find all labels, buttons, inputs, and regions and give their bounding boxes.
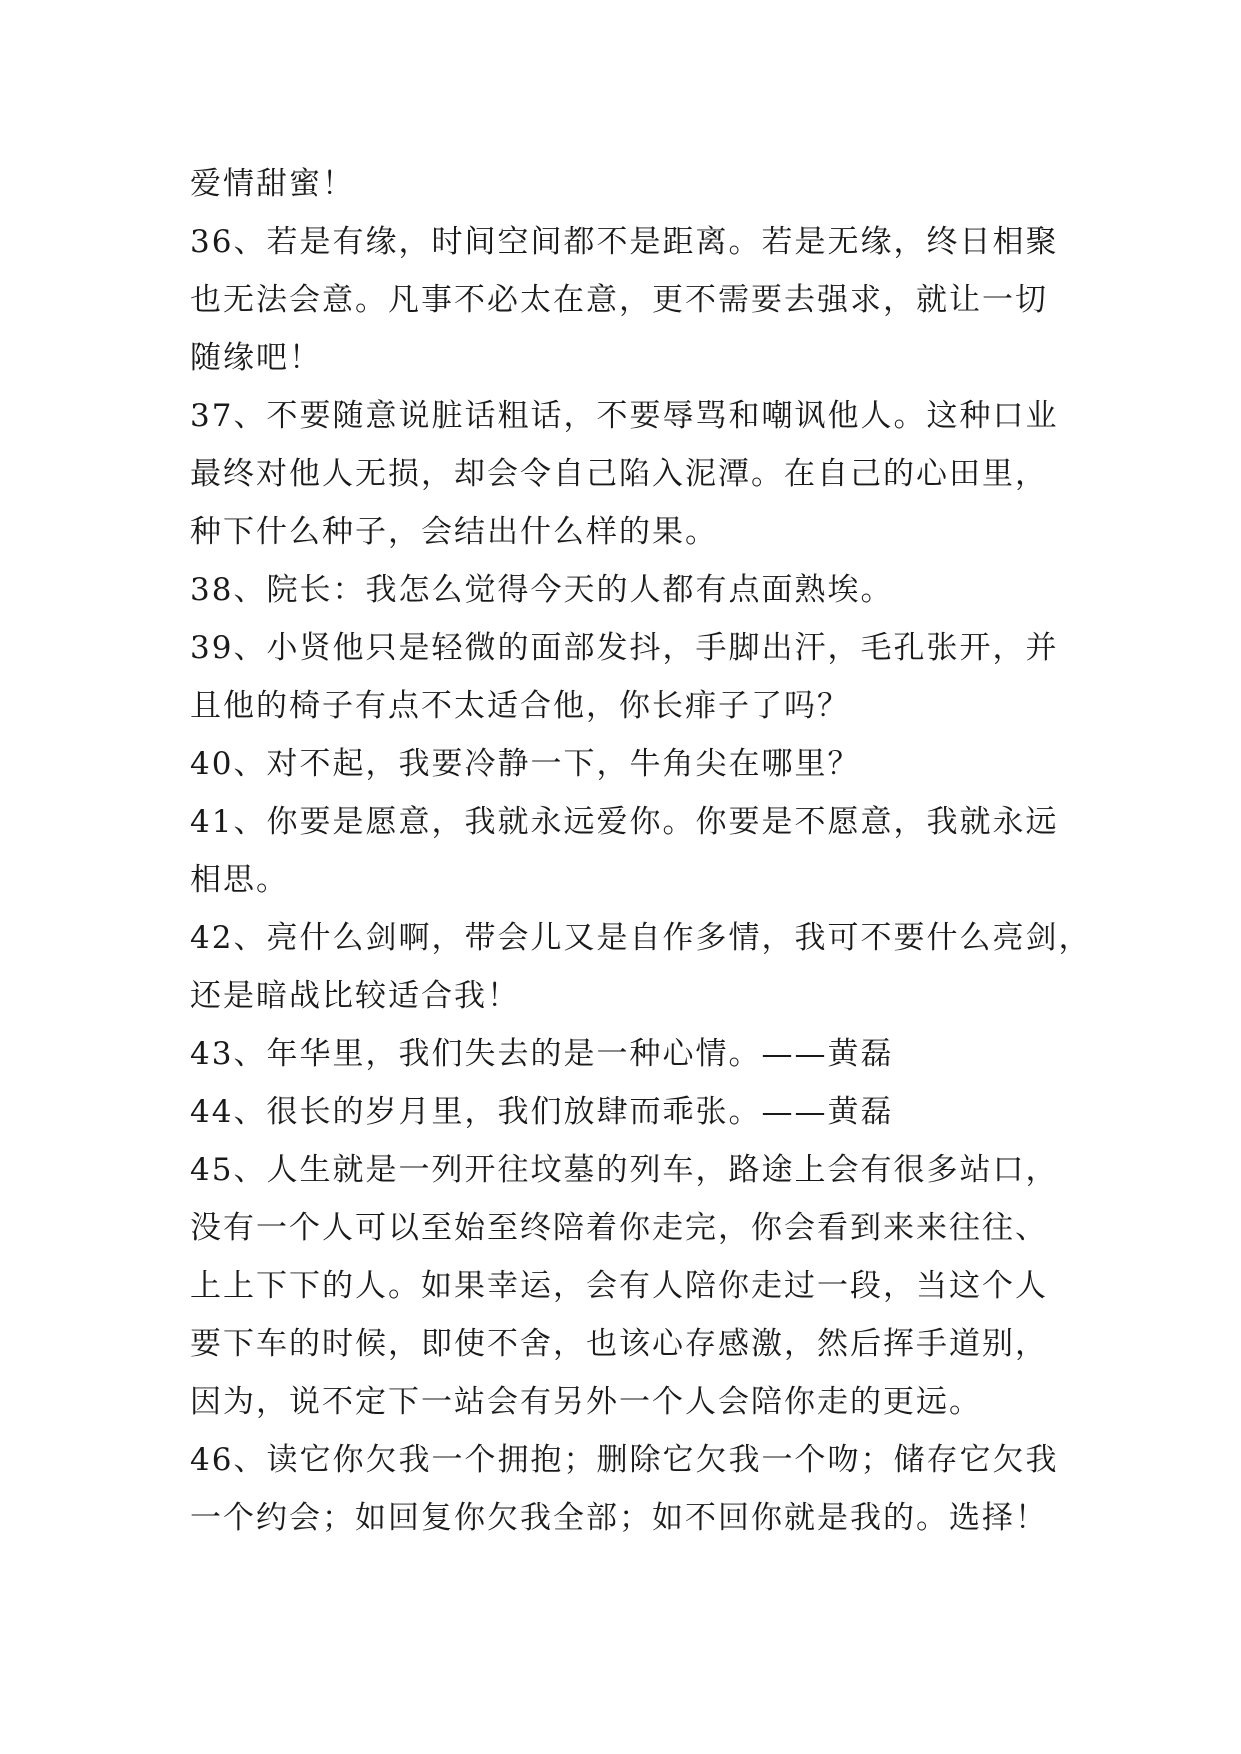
text-line: 因为，说不定下一站会有另外一个人会陪你走的更远。: [190, 1384, 982, 1420]
text-line: 43、年华里，我们失去的是一种心情。——黄磊: [190, 1036, 894, 1072]
text-line: 45、人生就是一列开往坟墓的列车，路途上会有很多站口，: [190, 1152, 1059, 1188]
text-line: 上上下下的人。如果幸运，会有人陪你走过一段，当这个人: [190, 1268, 1048, 1304]
text-line: 42、亮什么剑啊，带会儿又是自作多情，我可不要什么亮剑，: [190, 920, 1092, 956]
text-line: 且他的椅子有点不太适合他，你长痱子了吗？: [190, 688, 850, 724]
text-line: 种下什么种子，会结出什么样的果。: [190, 514, 718, 550]
text-line: 40、对不起，我要冷静一下，牛角尖在哪里？: [190, 746, 861, 782]
text-line: 39、小贤他只是轻微的面部发抖，手脚出汗，毛孔张开，并: [190, 630, 1059, 666]
text-line: 爱情甜蜜！: [190, 166, 355, 202]
text-line: 41、你要是愿意，我就永远爱你。你要是不愿意，我就永远: [190, 804, 1059, 840]
text-line: 38、院长：我怎么觉得今天的人都有点面熟埃。: [190, 572, 894, 608]
text-line: 还是暗战比较适合我！: [190, 978, 520, 1014]
text-line: 也无法会意。凡事不必太在意，更不需要去强求，就让一切: [190, 282, 1048, 318]
text-line: 没有一个人可以至始至终陪着你走完，你会看到来来往往、: [190, 1210, 1048, 1246]
document-body: [190, 155, 1092, 1547]
text-line: 要下车的时候，即使不舍，也该心存感激，然后挥手道别，: [190, 1326, 1048, 1362]
text-line: 44、很长的岁月里，我们放肆而乖张。——黄磊: [190, 1094, 894, 1130]
text-line: 46、读它你欠我一个拥抱；删除它欠我一个吻；储存它欠我: [190, 1442, 1059, 1478]
text-line: 相思。: [190, 862, 289, 898]
text-line: 最终对他人无损，却会令自己陷入泥潭。在自己的心田里，: [190, 456, 1048, 492]
text-line: 36、若是有缘，时间空间都不是距离。若是无缘，终日相聚: [190, 224, 1059, 260]
text-line: 一个约会；如回复你欠我全部；如不回你就是我的。选择！: [190, 1500, 1048, 1536]
text-line: 37、不要随意说脏话粗话，不要辱骂和嘲讽他人。这种口业: [190, 398, 1059, 434]
text-line: 随缘吧！: [190, 340, 322, 376]
